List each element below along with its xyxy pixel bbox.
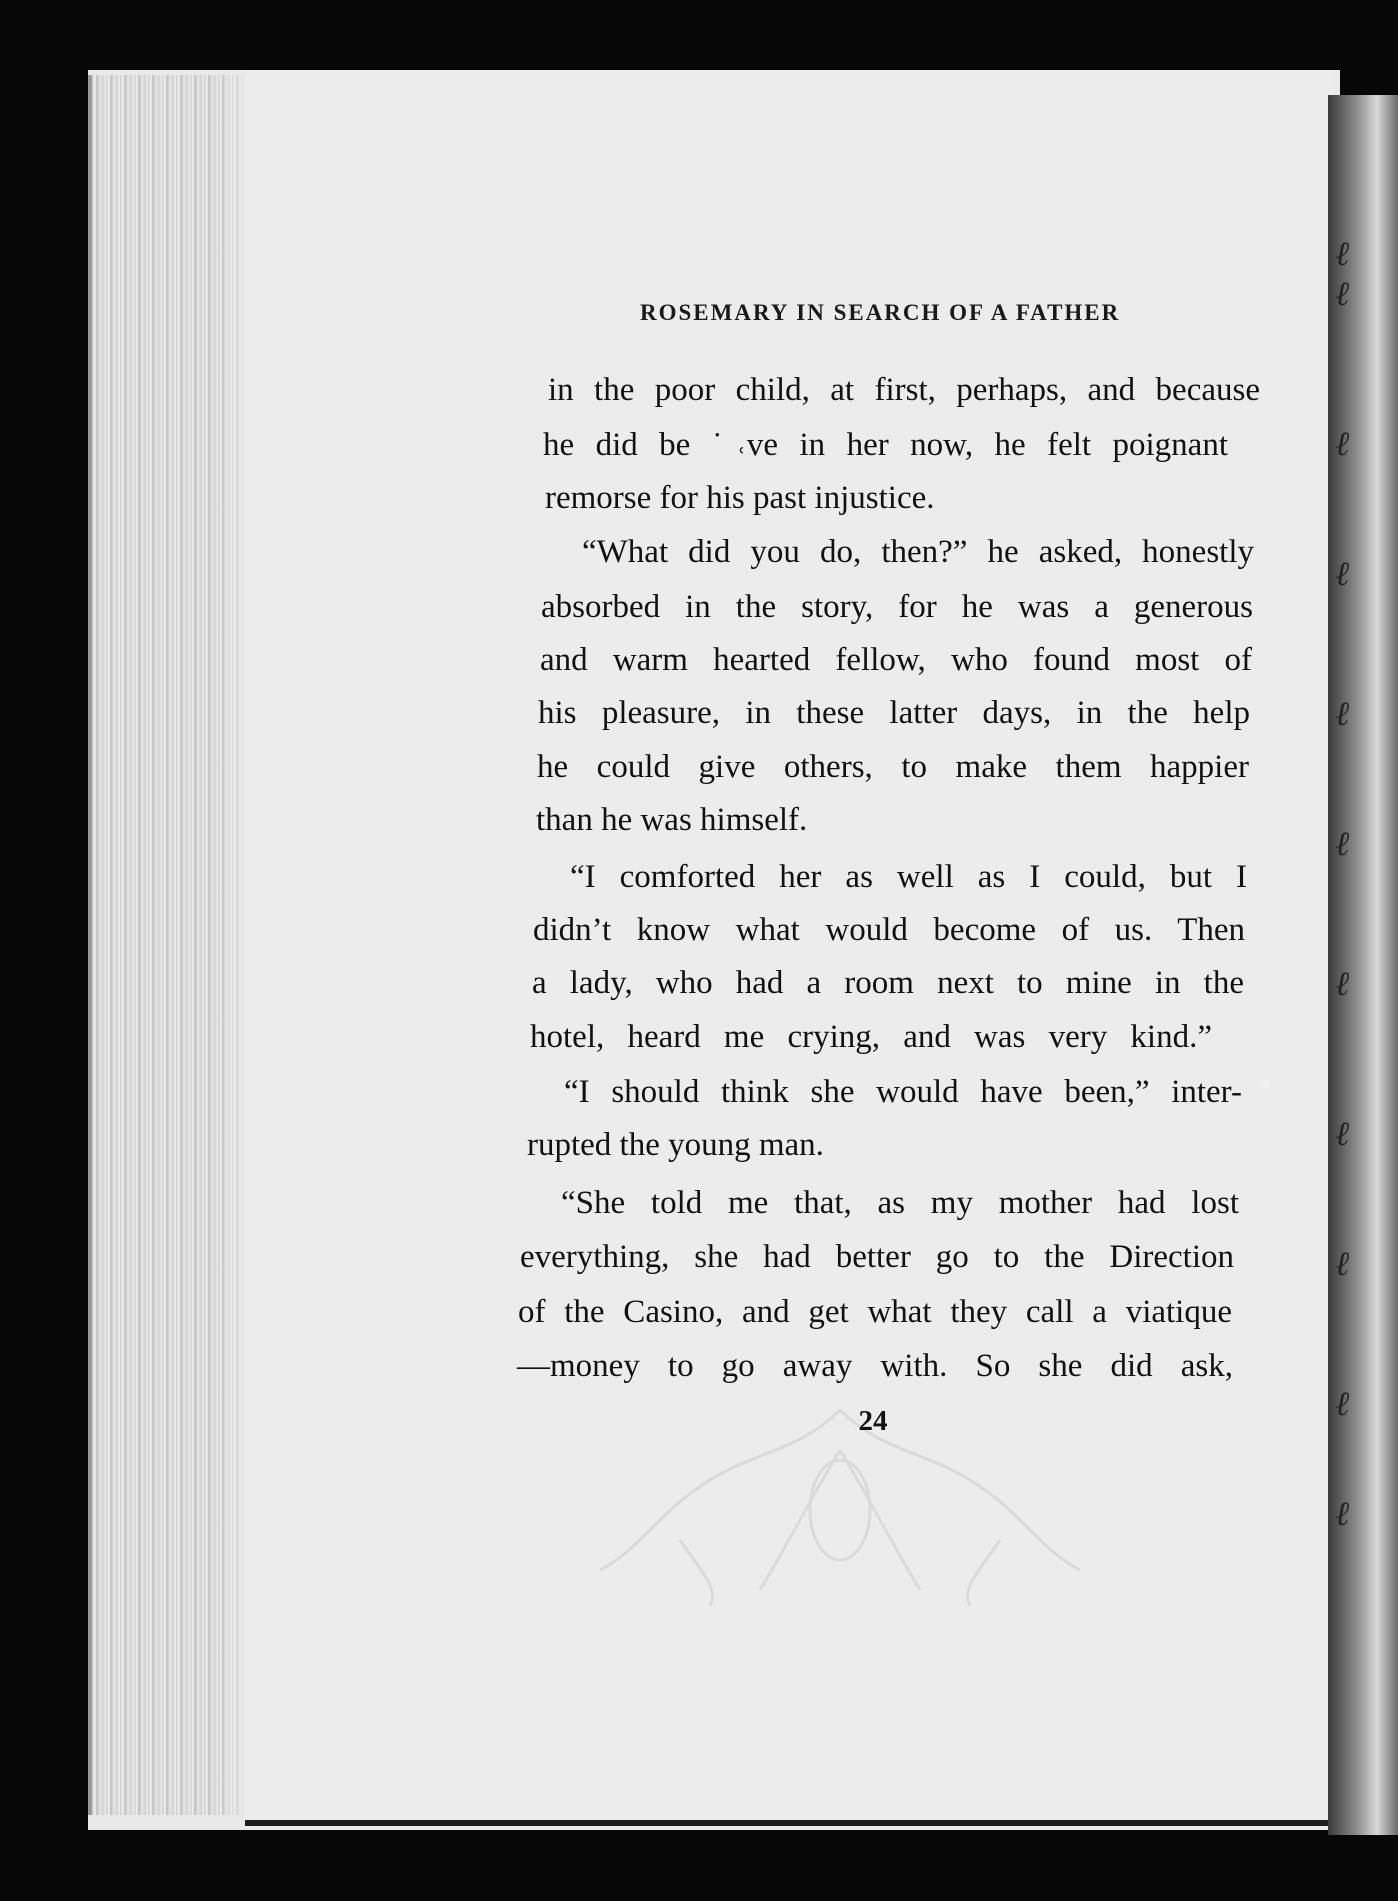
ornament-icon	[560, 1390, 1120, 1610]
tab-mark-icon: ℓ	[1335, 1246, 1350, 1283]
tab-mark-icon: ℓ	[1335, 826, 1350, 863]
text-line: rupted the young man.	[527, 1127, 824, 1163]
tab-mark-icon: ℓ	[1335, 1386, 1350, 1423]
text-line: remorse for his past injustice.	[545, 480, 935, 516]
text-line: of the Casino, and get what they call a viatique	[518, 1294, 1232, 1330]
tab-mark-icon: ℓ	[1335, 1496, 1350, 1533]
text-line: he did be ˙˓ve in her now, he felt poignant	[543, 427, 1228, 463]
text-line: he could give others, to make them happier	[537, 749, 1249, 785]
running-head: ROSEMARY IN SEARCH OF A FATHER	[640, 300, 1121, 325]
book-gutter	[1328, 95, 1398, 1835]
tab-mark-icon: ℓ	[1335, 1116, 1350, 1153]
text-line: hotel, heard me crying, and was very kind.”	[530, 1019, 1212, 1055]
tab-mark-icon: ℓ	[1335, 276, 1350, 313]
text-line: didn’t know what would become of us. Then	[533, 912, 1245, 948]
text-line: “I should think she would have been,” inter-	[564, 1074, 1242, 1110]
page-number: 24	[858, 1405, 888, 1437]
text-line: “She told me that, as my mother had lost	[561, 1185, 1239, 1221]
text-line: a lady, who had a room next to mine in the	[532, 965, 1244, 1001]
text-line: “What did you do, then?” he asked, honestly	[582, 534, 1254, 570]
tab-mark-icon: ℓ	[1335, 696, 1350, 733]
text-line: absorbed in the story, for he was a generous	[541, 589, 1253, 625]
text-line: and warm hearted fellow, who found most of	[540, 642, 1252, 678]
tab-mark-icon: ℓ	[1335, 236, 1350, 273]
text-line: his pleasure, in these latter days, in the help	[538, 695, 1250, 731]
tab-mark-icon: ℓ	[1335, 966, 1350, 1003]
tab-mark-icon: ℓ	[1335, 556, 1350, 593]
text-line: in the poor child, at first, perhaps, and because	[548, 372, 1260, 408]
page-edges	[88, 75, 257, 1815]
text-line: “I comforted her as well as I could, but I	[570, 859, 1247, 895]
text-line: —money to go away with. So she did ask,	[517, 1348, 1233, 1384]
text-line: everything, she had better go to the Direction	[520, 1239, 1234, 1275]
tab-mark-icon: ℓ	[1335, 426, 1350, 463]
text-line: than he was himself.	[536, 802, 808, 838]
